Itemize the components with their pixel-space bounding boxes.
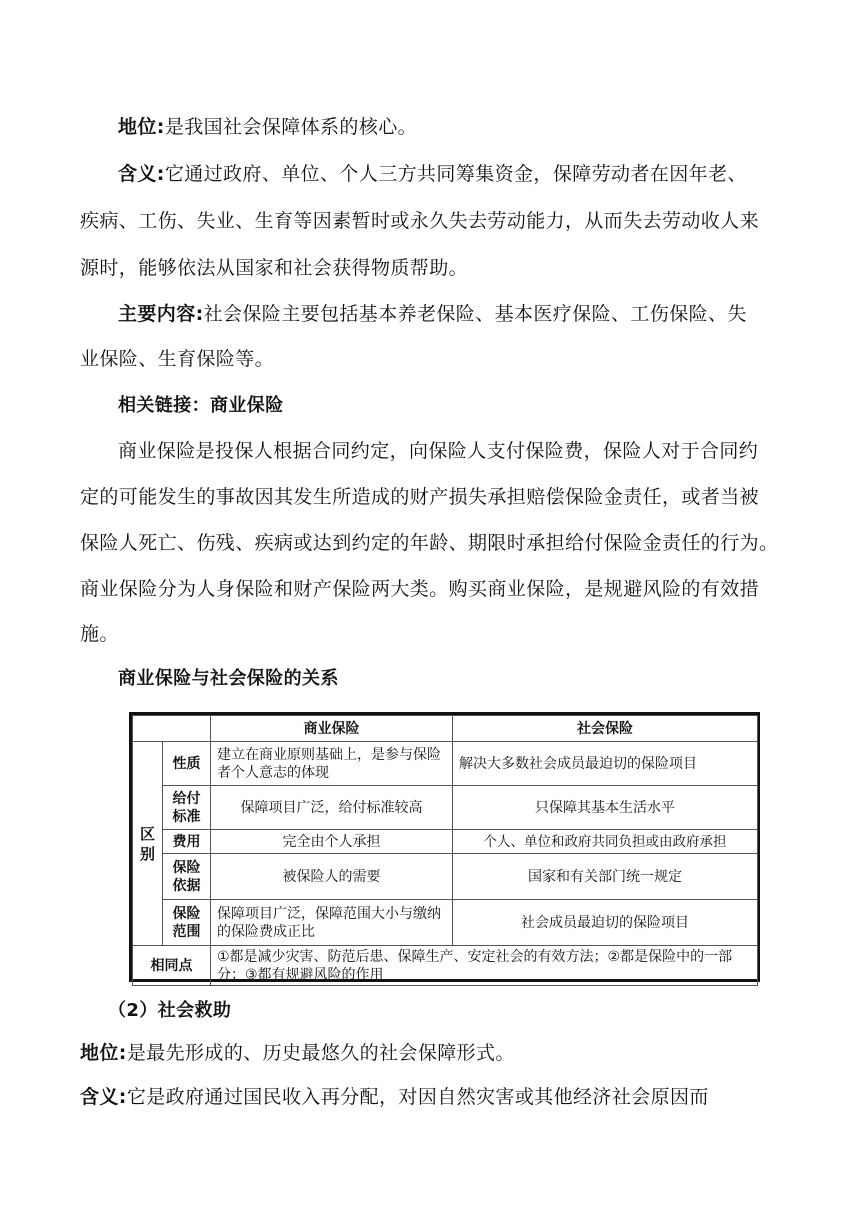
section2-status-text: 是最先形成的、历史最悠久的社会保障形式。 (126, 1042, 515, 1064)
content-line-2: 业保险、生育保险等。 (80, 348, 275, 370)
row-label-payment-standard: 给付标准 (163, 786, 211, 830)
table-row (133, 786, 758, 830)
status-text: 是我国社会保障体系的核心。 (164, 116, 418, 138)
row-label-scope: 保险范围 (163, 900, 211, 946)
social-cost: 个人、单位和政府共同负担或由政府承担 (453, 830, 758, 854)
table-corner-cell (133, 716, 211, 742)
status-label: 地位: (118, 116, 165, 138)
difference-label-text: 区别 (139, 824, 155, 863)
header-commercial: 商业保险 (211, 716, 453, 742)
same-points-label: 相同点 (133, 946, 211, 986)
commercial-line-3: 保险人死亡、伤残、疾病或达到约定的年龄、期限时承担给付保险金责任的行为。 (80, 532, 779, 554)
commercial-line-1: 商业保险是投保人根据合同约定，向保险人支付保险费，保险人对于合同约 (118, 440, 759, 462)
table-header-row (133, 716, 758, 742)
row-label-basis: 保险依据 (163, 854, 211, 900)
table-row (133, 946, 758, 986)
meaning-line-1 (118, 157, 747, 191)
section2-status-label: 地位: (80, 1042, 127, 1064)
header-social: 社会保险 (453, 716, 758, 742)
social-payment-standard: 只保障其基本生活水平 (453, 786, 758, 830)
comparison-table (129, 712, 760, 982)
table-row (133, 830, 758, 854)
meaning-line-2: 疾病、工伤、失业、生育等因素暂时或永久失去劳动能力，从而失去劳动收人来 (80, 210, 760, 232)
row-label-nature: 性质 (163, 742, 211, 786)
commercial-basis: 被保险人的需要 (211, 854, 453, 900)
section2-meaning-text: 它是政府通过国民收入再分配，对因自然灾害或其他经济社会原因而 (126, 1086, 709, 1108)
commercial-payment-standard: 保障项目广泛，给付标准较高 (211, 786, 453, 830)
row-label-cost: 费用 (163, 830, 211, 854)
table-row (133, 742, 758, 786)
section2-meaning (80, 1080, 709, 1114)
content-label: 主要内容: (118, 303, 204, 325)
status-paragraph (118, 110, 417, 144)
commercial-line-2: 定的可能发生的事故因其发生所造成的财产损失承担赔偿保险金责任，或者当被 (80, 486, 760, 508)
social-scope: 社会成员最迫切的保险项目 (453, 900, 758, 946)
meaning-label: 含义: (118, 163, 165, 185)
same-points-text: ①都是减少灾害、防范后患、保障生产、安定社会的有效方法；②都是保险中的一部分；③都有规避风险的作用 (211, 946, 758, 986)
content-line-1 (118, 297, 747, 331)
section2-meaning-label: 含义: (80, 1086, 127, 1108)
commercial-nature: 建立在商业原则基础上，是参与保险者个人意志的体现 (211, 742, 453, 786)
meaning-text-1: 它通过政府、单位、个人三方共同筹集资金，保障劳动者在因年老、 (164, 163, 747, 185)
meaning-line-3: 源时，能够依法从国家和社会获得物质帮助。 (80, 257, 469, 279)
commercial-line-4: 商业保险分为人身保险和财产保险两大类。购买商业保险，是规避风险的有效措 (80, 578, 760, 600)
section2-heading: （2）社会救助 (108, 1000, 232, 1021)
table-row (133, 900, 758, 946)
social-basis: 国家和有关部门统一规定 (453, 854, 758, 900)
commercial-scope: 保障项目广泛，保障范围大小与缴纳的保险费成正比 (211, 900, 453, 946)
link-heading: 相关链接：商业保险 (118, 395, 284, 416)
social-nature: 解决大多数社会成员最迫切的保险项目 (453, 742, 758, 786)
section2-status (80, 1036, 515, 1070)
relation-heading: 商业保险与社会保险的关系 (118, 668, 339, 689)
content-text-1: 社会保险主要包括基本养老保险、基本医疗保险、工伤保险、失 (203, 303, 747, 325)
commercial-line-5: 施。 (80, 623, 119, 645)
difference-label (133, 742, 163, 946)
table-row (133, 854, 758, 900)
commercial-cost: 完全由个人承担 (211, 830, 453, 854)
